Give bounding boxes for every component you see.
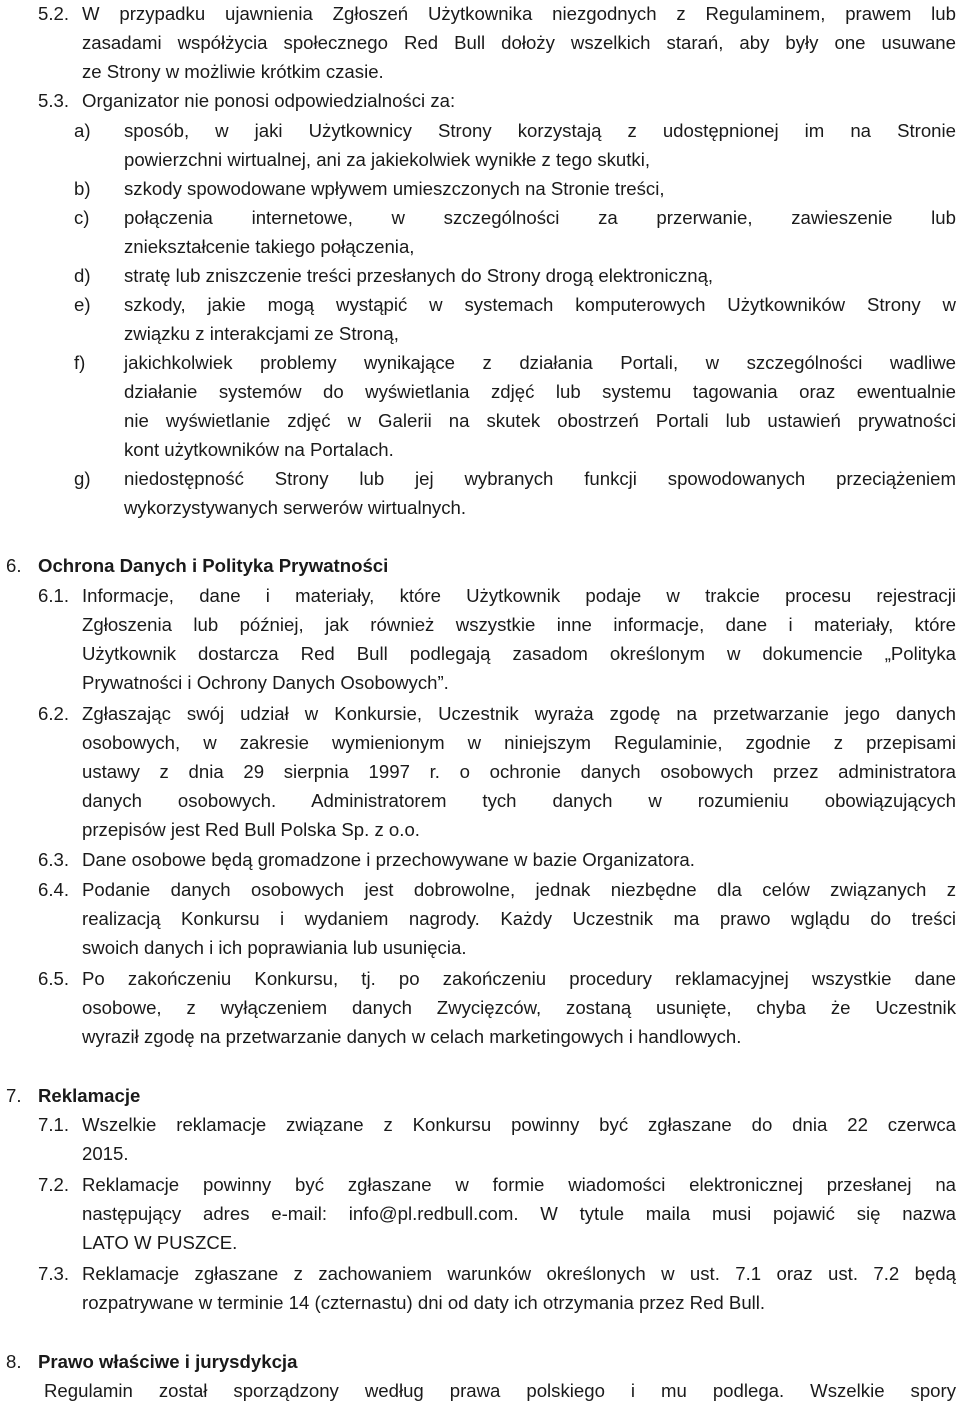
- list-label-a: a): [74, 120, 91, 141]
- clause-text-line: Zgłaszając swój udział w Konkursie, Uczestnik wyraża zgodę na przetwarzanie jego danych: [82, 703, 956, 724]
- clause-text-line: Podanie danych osobowych jest dobrowolne, jednak niezbędne dla celów związanych z: [82, 879, 956, 900]
- clause-text-line: Zgłoszenia lub później, jak również wszystkie inne informacje, dane i materiały, które: [82, 614, 956, 635]
- clause-number: 6.3.: [38, 849, 70, 870]
- clause-number: 6.2.: [38, 703, 70, 724]
- list-item-line: niedostępność Strony lub jej wybranych funkcji spowodowanych przeciążeniem: [124, 468, 956, 489]
- list-label-e: e): [74, 294, 91, 315]
- section-number-6: 6.: [6, 555, 22, 576]
- list-item-line: powierzchni wirtualnej, ani za jakiekolwiek wynikłe z tego skutki,: [124, 149, 651, 170]
- clause-text-line: Prywatności i Ochrony Danych Osobowych”.: [82, 672, 449, 693]
- clause-text-line: 2015.: [82, 1143, 129, 1164]
- clause-number: 6.1.: [38, 585, 70, 606]
- clause-number: 7.2.: [38, 1174, 70, 1195]
- list-label-f: f): [74, 352, 86, 373]
- list-item-line: nie wyświetlanie zdjęć w Galerii na skutek obostrzeń Portali lub ustawień prywatności: [124, 410, 956, 431]
- list-item-line: kont użytkowników na Portalach.: [124, 439, 394, 460]
- section-number-7: 7.: [6, 1085, 22, 1106]
- list-item-line: połączenia internetowe, w szczególności za przerwanie, zawieszenie lub: [124, 207, 956, 228]
- list-item-line: zniekształcenie takiego połączenia,: [124, 236, 415, 257]
- clause-number: 6.4.: [38, 879, 70, 900]
- clause-text-line: Dane osobowe będą gromadzone i przechowywane w bazie Organizatora.: [82, 849, 695, 870]
- clause-text-line: danych osobowych. Administratorem tych danych w rozumieniu obowiązujących: [82, 790, 956, 811]
- clause-text-line: osobowe, z wyłączeniem danych Zwycięzców, zostaną usunięte, chyba że Uczestnik: [82, 997, 956, 1018]
- clause-number: 7.3.: [38, 1263, 70, 1284]
- section-number-8: 8.: [6, 1351, 22, 1372]
- list-item-line: szkody, jakie mogą wystąpić w systemach komputerowych Użytkowników Strony w: [124, 294, 956, 315]
- clause-text-line: Reklamacje powinny być zgłaszane w formie wiadomości elektronicznej przesłanej na: [82, 1174, 956, 1195]
- clause-text-line: Wszelkie reklamacje związane z Konkursu powinny być zgłaszane do dnia 22 czerwca: [82, 1114, 956, 1135]
- list-label-g: g): [74, 468, 91, 489]
- list-item-line: wykorzystywanych serwerów wirtualnych.: [124, 497, 467, 518]
- clause-text-line: Po zakończeniu Konkursu, tj. po zakończeniu procedury reklamacyjnej wszystkie dane: [82, 968, 956, 989]
- clause-text-line: Informacje, dane i materiały, które Użytkownik podaje w trakcie procesu rejestracji: [82, 585, 956, 606]
- clause-text-line: zasadami współżycia społecznego Red Bull dołoży wszelkich starań, aby były one usuwane: [82, 32, 956, 53]
- clause-number: 6.5.: [38, 968, 70, 989]
- clause-text-line: następujący adres e-mail: info@pl.redbull.com. W tytule maila musi pojawić się nazwa: [82, 1203, 956, 1224]
- clause-number-5-2: 5.2.: [38, 3, 70, 24]
- clause-text-line: ustawy z dnia 29 sierpnia 1997 r. o ochronie danych osobowych przez administratora: [82, 761, 956, 782]
- list-item-line: jakichkolwiek problemy wynikające z działania Portali, w szczególności wadliwe: [124, 352, 956, 373]
- clause-text-line: Regulamin został sporządzony według prawa polskiego i mu podlega. Wszelkie spory: [44, 1380, 956, 1401]
- list-item-line: stratę lub zniszczenie treści przesłanych do Strony drogą elektroniczną,: [124, 265, 714, 286]
- clause-text-line: swoich danych i ich poprawiania lub usunięcia.: [82, 937, 467, 958]
- clause-text-line: osobowych, w zakresie wymienionym w niniejszym Regulaminie, zgodnie z przepisami: [82, 732, 956, 753]
- section-heading: Ochrona Danych i Polityka Prywatności: [38, 555, 389, 576]
- clause-text-line: LATO W PUSZCE.: [82, 1232, 238, 1253]
- clause-number-5-3: 5.3.: [38, 90, 70, 111]
- section-heading: Prawo właściwe i jurysdykcja: [38, 1351, 298, 1372]
- clause-text-line: wyraził zgodę na przetwarzanie danych w celach marketingowych i handlowych.: [82, 1026, 742, 1047]
- clause-text-line: realizacją Konkursu i wydaniem nagrody. Każdy Uczestnik ma prawo wglądu do treści: [82, 908, 956, 929]
- list-label-b: b): [74, 178, 91, 199]
- clause-number: 7.1.: [38, 1114, 70, 1135]
- clause-text-line: W przypadku ujawnienia Zgłoszeń Użytkownika niezgodnych z Regulaminem, prawem lub: [82, 3, 956, 24]
- list-item-line: związku z interakcjami ze Stroną,: [124, 323, 399, 344]
- list-label-c: c): [74, 207, 90, 228]
- clause-text-line: ze Strony w możliwie krótkim czasie.: [82, 61, 384, 82]
- clause-text-line: Reklamacje zgłaszane z zachowaniem warunków określonych w ust. 7.1 oraz ust. 7.2 będą: [82, 1263, 956, 1284]
- clause-text-line: przepisów jest Red Bull Polska Sp. z o.o.: [82, 819, 420, 840]
- list-label-d: d): [74, 265, 91, 286]
- clause-text-line: rozpatrywane w terminie 14 (czternastu) dni od daty ich otrzymania przez Red Bull.: [82, 1292, 766, 1313]
- clause-intro: Organizator nie ponosi odpowiedzialności za:: [82, 90, 456, 111]
- clause-text-line: Użytkownik dostarcza Red Bull podlegają zasadom określonym w dokumencie „Polityka: [82, 643, 956, 664]
- section-heading: Reklamacje: [38, 1085, 141, 1106]
- list-item-line: sposób, w jaki Użytkownicy Strony korzystają z udostępnionej im na Stronie: [124, 120, 956, 141]
- list-item-line: działanie systemów do wyświetlania zdjęć lub systemu tagowania oraz ewentualnie: [124, 381, 956, 402]
- list-item-line: szkody spowodowane wpływem umieszczonych na Stronie treści,: [124, 178, 665, 199]
